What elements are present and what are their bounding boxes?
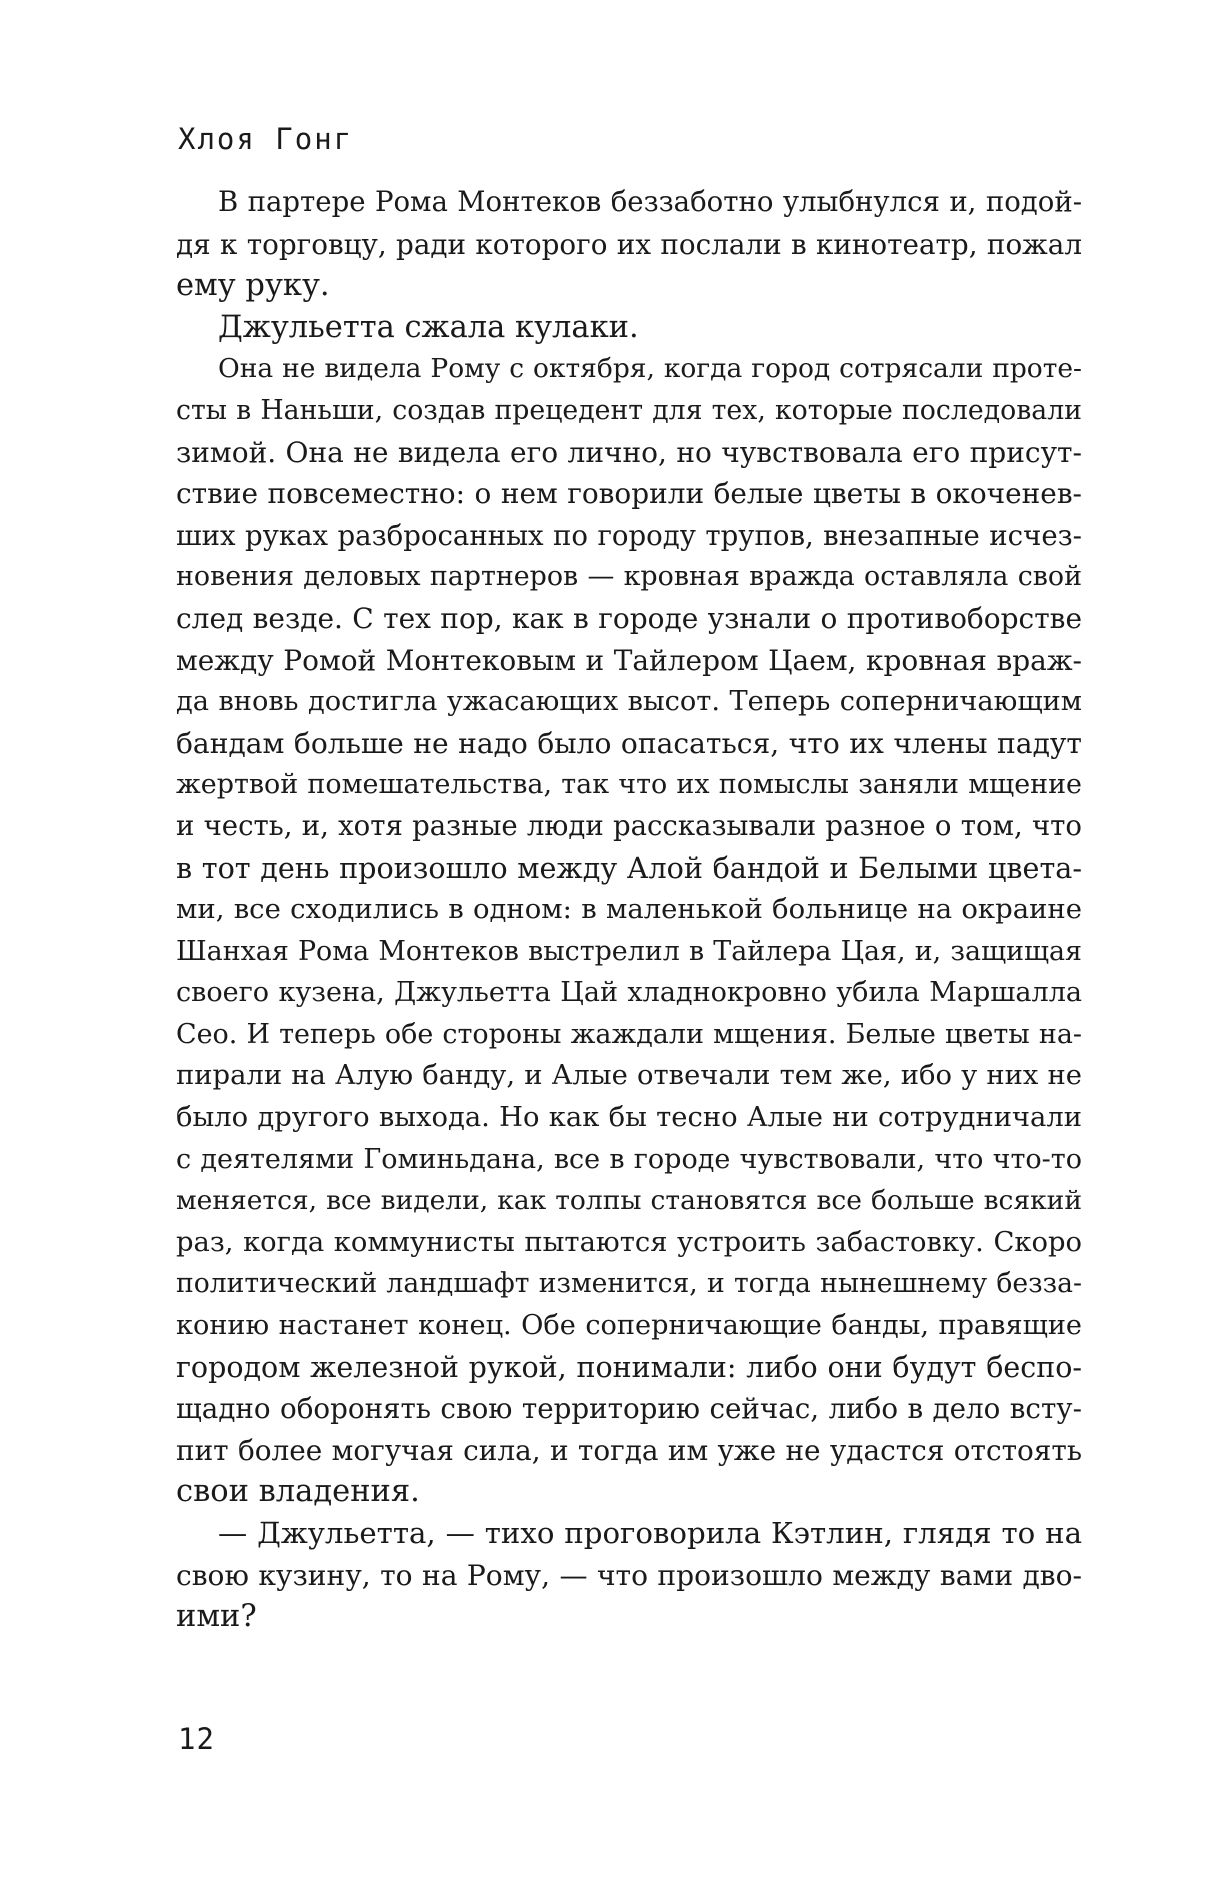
text-line: городом железной рукой, понимали: либо они будут беспо- (176, 1350, 1082, 1384)
text-line: свои владения. (176, 1474, 420, 1510)
text-line: ствие повсеместно: о нем говорили белые цветы в окоченев- (176, 477, 1082, 511)
text-line: ми, все сходились в одном: в маленькой больнице на окраине (176, 893, 1082, 926)
text-line: — Джульетта, — тихо проговорила Кэтлин, глядя то на (218, 1516, 1082, 1550)
text-line: новения деловых партнеров — кровная вражда оставляла свой (176, 561, 1082, 593)
text-line: Джульетта сжала кулаки. (218, 309, 639, 345)
body-text (176, 182, 1082, 1638)
text-line: сты в Наньши, создав прецедент для тех, которые последовали (176, 394, 1082, 426)
text-line: ему руку. (176, 268, 330, 304)
text-line: щадно оборонять свою территорию сейчас, либо в дело всту- (176, 1392, 1082, 1426)
text-line: в тот день произошло между Алой бандой и Белыми цвета- (176, 850, 1082, 885)
text-line: и честь, и, хотя разные люди рассказывали разное о том, что (176, 809, 1082, 842)
page-number: 12 (178, 1722, 215, 1756)
text-line: ших руках разбросанных по городу трупов, внезапные исчез- (176, 518, 1082, 552)
text-line: политический ландшафт изменится, и тогда нынешнему безза- (176, 1268, 1082, 1300)
text-line: пирали на Алую банду, и Алые отвечали тем же, ибо у них не (176, 1060, 1082, 1092)
text-line: пит более могучая сила, и тогда им уже не удастся отстоять (176, 1433, 1082, 1467)
text-line: Она не видела Рому с октября, когда город сотрясали проте- (218, 353, 1082, 385)
text-line: раз, когда коммунисты пытаются устроить забастовку. Скоро (176, 1226, 1082, 1258)
text-line: между Ромой Монтековым и Тайлером Цаем, кровная враж- (176, 643, 1082, 677)
text-line: конию настанет конец. Обе соперничающие банды, правящие (176, 1310, 1082, 1342)
text-line: было другого выхода. Но как бы тесно Алые ни сотрудничали (176, 1102, 1082, 1134)
text-line: след везде. С тех пор, как в городе узнали о противоборстве (176, 601, 1082, 635)
text-line: дя к торговцу, ради которого их послали в кинотеатр, пожал (176, 227, 1082, 261)
text-line: меняется, все видели, как толпы становятся все больше всякий (176, 1185, 1082, 1217)
text-line: Сео. И теперь обе стороны жаждали мщения. Белые цветы на- (176, 1018, 1082, 1050)
text-line: с деятелями Гоминьдана, все в городе чувствовали, что что-то (176, 1143, 1082, 1175)
text-line: В партере Рома Монтеков беззаботно улыбнулся и, подой- (218, 186, 1082, 218)
running-header: Хлоя Гонг (178, 122, 354, 156)
text-line: бандам больше не надо было опасаться, что их члены падут (176, 726, 1082, 760)
text-line: Шанхая Рома Монтеков выстрелил в Тайлера Цая, и, защищая (176, 935, 1082, 967)
text-line: своего кузена, Джульетта Цай хладнокровно убила Маршалла (176, 977, 1082, 1009)
text-line: ими? (176, 1599, 257, 1635)
text-line: свою кузину, то на Рому, — что произошло между вами дво- (176, 1558, 1082, 1592)
text-line: зимой. Она не видела его лично, но чувствовала его присут- (176, 435, 1082, 469)
text-line: жертвой помешательства, так что их помыслы заняли мщение (176, 769, 1082, 801)
text-line: да вновь достигла ужасающих высот. Теперь соперничающим (176, 686, 1082, 718)
